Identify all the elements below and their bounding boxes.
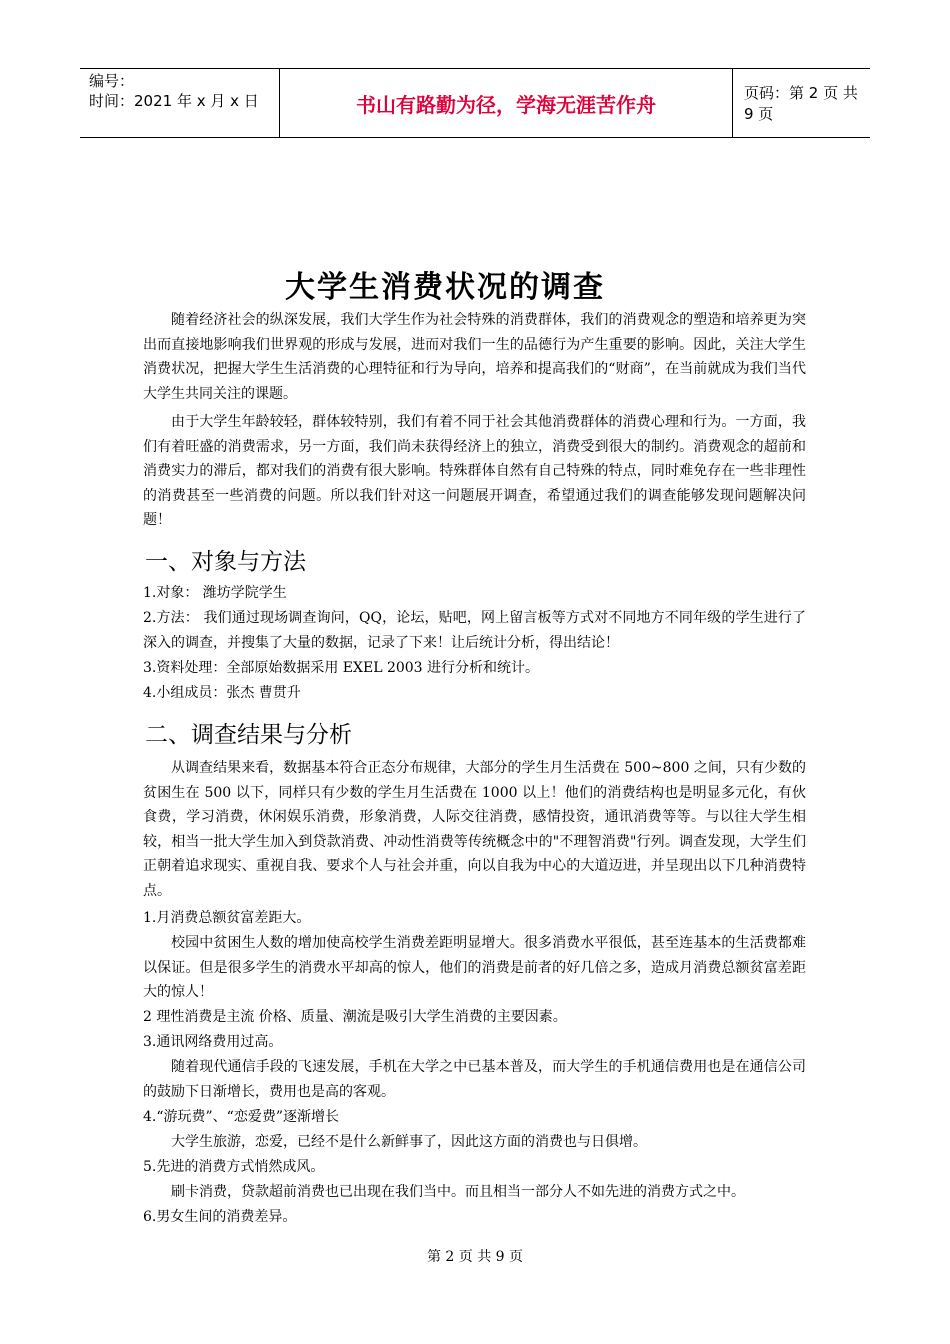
footer-prefix: 第 (426, 1249, 441, 1265)
results-paragraph: 从调查结果来看，数据基本符合正态分布规律，大部分的学生月生活费在 500~800 之间，只有少数的贫困生在 500 以下，同样只有少数的学生月生活费在 1000 以上！他们的消费结构也是明显多元化，有伙食费，学习消费，休闲娱乐消费，形象消费，人际交往消费，感情投资，通讯消费等等。与以往大学生相较，相当一批大学生加入到贷款消费、冲动性消费等传统概念中的"不理智消费"行列。调查发现，大学生们正朝着追求现实、重视自我、要求个人与社会并重，向以自我为中心的大道迈进，并呈现出以下几种消费特点。 (143, 760, 806, 899)
header-time: 时间：2021 年 x 月 x 日 (89, 92, 259, 110)
page-footer (0, 1246, 950, 1266)
finding-5-body: 刷卡消费，贷款超前消费也已出现在我们当中。而且相当一部分人不如先进的消费方式之中。 (171, 1184, 745, 1200)
section-heading-2: 二、调查结果与分析 (145, 722, 352, 748)
finding-5-title: 5.先进的消费方式悄然成风。 (143, 1159, 325, 1175)
method-item-3: 3.资料处理：全部原始数据采用 EXEL 2003 进行分析和统计。 (143, 660, 540, 676)
header-number: 编号： (89, 72, 135, 90)
method-item-4: 4.小组成员：张杰 曹贯升 (143, 685, 301, 701)
footer-page-number: 2 (445, 1249, 455, 1265)
header-motto: 书山有路勤为径，学海无涯苦作舟 (280, 69, 733, 137)
page-header (80, 68, 870, 138)
section-heading-1: 一、对象与方法 (145, 549, 306, 575)
header-meta (80, 69, 280, 137)
finding-4-body: 大学生旅游，恋爱，已经不是什么新鲜事了，因此这方面的消费也与日俱增。 (171, 1134, 647, 1150)
intro-paragraph-2: 由于大学生年龄较轻，群体较特别，我们有着不同于社会其他消费群体的消费心理和行为。一方面，我们有着旺盛的消费需求，另一方面，我们尚未获得经济上的独立，消费受到很大的制约。消费观念的超前和消费实力的滞后，都对我们的消费有很大影响。特殊群体自然有自己特殊的特点，同时难免存在一些非理性的消费甚至一些消费的问题。所以我们针对这一问题展开调查，希望通过我们的调查能够发现问题解决问题！ (143, 414, 806, 528)
finding-3-title: 3.通讯网络费用过高。 (143, 1034, 283, 1050)
footer-page-total: 9 (495, 1249, 505, 1265)
method-item-1: 1.对象： 潍坊学院学生 (143, 585, 287, 601)
finding-3-body: 随着现代通信手段的飞速发展，手机在大学之中已基本普及，而大学生的手机通信费用也是在通信公司的鼓励下日渐增长，费用也是高的客观。 (143, 1059, 806, 1100)
finding-6-title: 6.男女生间的消费差异。 (143, 1209, 297, 1225)
footer-mid: 页 共 (458, 1249, 492, 1265)
method-item-2: 2.方法： 我们通过现场调查询问，QQ，论坛，贴吧，网上留言板等方式对不同地方不同年级的学生进行了深入的调查，并搜集了大量的数据，记录了下来！让后统计分析，得出结论！ (143, 610, 806, 651)
finding-2-title: 2 理性消费是主流 价格、质量、潮流是吸引大学生消费的主要因素。 (143, 1009, 567, 1025)
finding-1-title: 1.月消费总额贫富差距大。 (143, 910, 311, 926)
header-page-label: 页码：第 2 页 共 9 页 (744, 84, 858, 123)
document-title: 大学生消费状况的调查 (285, 270, 605, 305)
finding-4-title: 4.“游玩费”、“恋爱费”逐渐增长 (143, 1109, 339, 1125)
footer-suffix: 页 (509, 1249, 524, 1265)
finding-1-body: 校园中贫困生人数的增加使高校学生消费差距明显增大。很多消费水平很低，甚至连基本的生活费都难以保证。但是很多学生的消费水平却高的惊人，他们的消费是前者的好几倍之多，造成月消费总额贫富差距大的惊人！ (143, 935, 806, 1000)
intro-paragraph-1: 随着经济社会的纵深发展，我们大学生作为社会特殊的消费群体，我们的消费观念的塑造和培养更为突出而直接地影响我们世界观的形成与发展，进而对我们一生的品德行为产生重要的影响。因此，关注大学生消费状况，把握大学生生活消费的心理特征和行为导向，培养和提高我们的“财商”，在当前就成为我们当代大学生共同关注的课题。 (143, 312, 806, 402)
